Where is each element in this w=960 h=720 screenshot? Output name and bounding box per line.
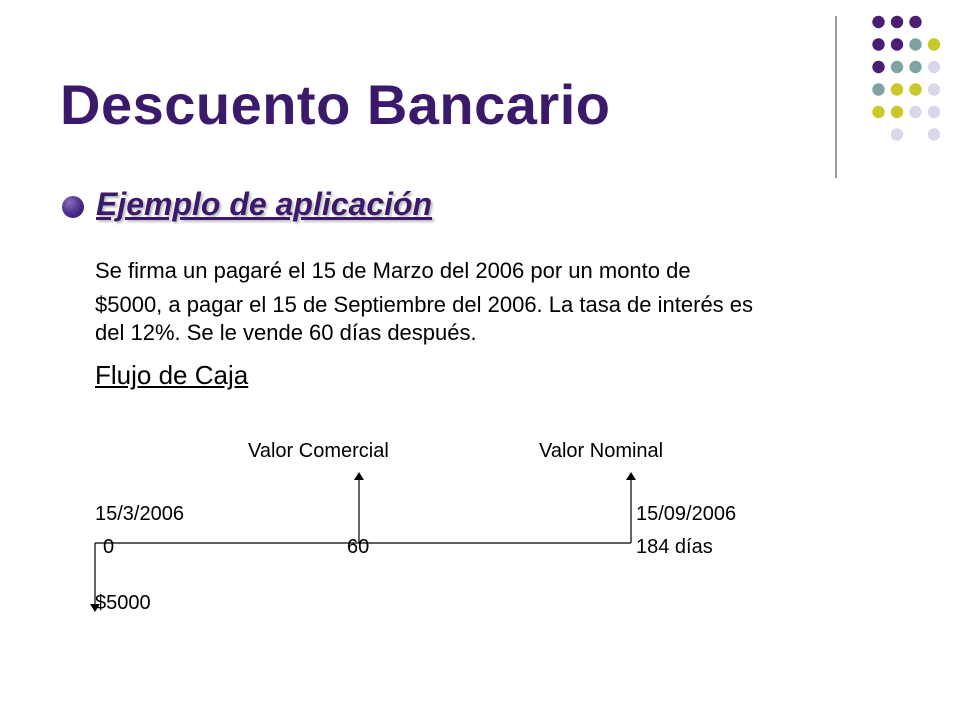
- label-amount: $5000: [95, 592, 151, 614]
- slide-title: Descuento Bancario: [60, 73, 611, 136]
- label-valor-comercial: Valor Comercial: [248, 440, 389, 462]
- body-text-line-3: del 12%. Se le vende 60 días después.: [95, 320, 477, 345]
- body-text-line-1: Se firma un pagaré el 15 de Marzo del 2006 por un monto de: [95, 258, 691, 283]
- body-text-line-2: $5000, a pagar el 15 de Septiembre del 2006. La tasa de interés es: [95, 292, 754, 317]
- label-start-date: 15/3/2006: [95, 503, 184, 525]
- label-valor-nominal: Valor Nominal: [539, 440, 664, 462]
- label-t184: 184 días: [636, 536, 713, 558]
- label-end-date: 15/09/2006: [636, 503, 737, 525]
- bullet-heading: Ejemplo de aplicación: [96, 186, 433, 222]
- cashflow-heading: Flujo de Caja: [95, 360, 249, 390]
- label-t0: 0: [103, 536, 115, 558]
- label-t60: 60: [347, 536, 370, 558]
